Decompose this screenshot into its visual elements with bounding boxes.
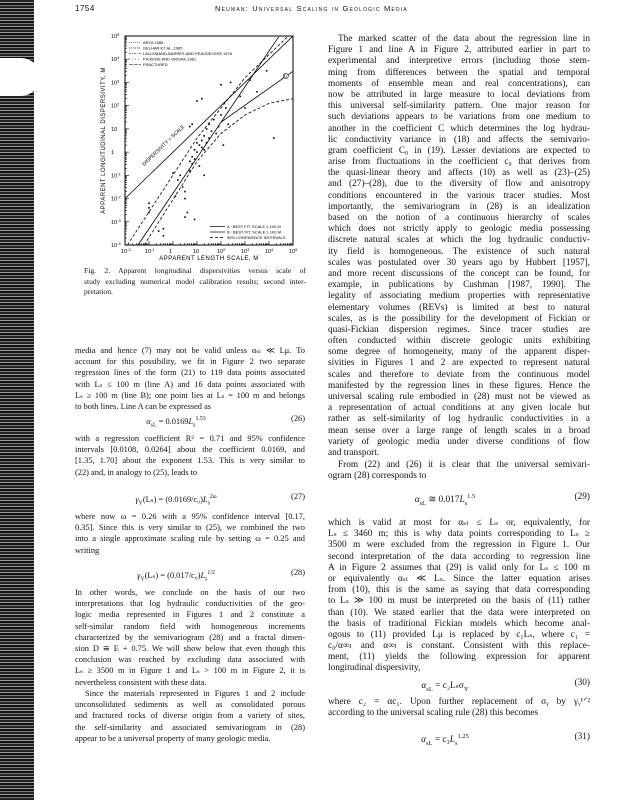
data-point	[179, 175, 181, 177]
text-line: manifested by the regression lines in these figures. Hence the	[328, 380, 590, 391]
tick-base: 10	[111, 80, 118, 87]
data-point	[148, 202, 150, 204]
equation-body	[75, 567, 277, 585]
eq-subscript: s	[207, 500, 210, 507]
tick-base: 10	[241, 249, 248, 255]
text-line: ity field is homogeneous. The existence of such natural	[328, 246, 590, 257]
equation-body	[328, 731, 562, 750]
text-line: based on the notion of a continuous hierarchy of scales	[328, 213, 590, 223]
eq-subscript: sL	[426, 739, 433, 747]
tick-exponent: 2	[223, 247, 226, 252]
equation-number: (29)	[574, 492, 590, 502]
data-point	[201, 140, 203, 142]
data-point	[218, 126, 220, 128]
tick-base: 1	[169, 249, 173, 255]
text-line: or equivalently αₛₗ ≪ Lₛ. Since the latter equation arises	[328, 573, 590, 584]
x-tick-label	[265, 247, 274, 255]
y-tick-label	[111, 150, 114, 156]
text-line: to both lines. Line A can be expressed as	[75, 401, 212, 411]
data-point	[187, 212, 189, 214]
legend-entry: A : BEST FIT, SCALE ≤ 100 M	[227, 224, 281, 229]
data-point	[158, 230, 160, 232]
x-tick-label	[217, 247, 226, 255]
tick-base: 10	[111, 103, 118, 110]
tick-base: 10	[289, 249, 296, 255]
regression-line-a	[138, 37, 278, 245]
eq-symbol: α	[421, 681, 427, 692]
text-line: and fractured rocks of diverse origin from a variety of sites,	[75, 711, 305, 721]
data-point	[184, 191, 186, 193]
eq-subscript: Y	[138, 500, 143, 507]
data-point	[239, 96, 241, 98]
legend-entry: 95% CONFIDENCE INTERVALS	[227, 235, 286, 240]
tick-exponent: 3	[117, 78, 120, 84]
equation-number: (28)	[291, 568, 305, 577]
confidence-interval-upper	[127, 36, 288, 245]
text-line: ment, (11) yields the following expression for apparent	[328, 652, 590, 663]
identity-line-label: DISPERSIVITY = SCALE	[141, 123, 187, 168]
eq-subscript: s	[454, 739, 458, 747]
equation-body	[328, 491, 562, 510]
text-line: the basis of traditional Fickian models which become anal-	[328, 618, 590, 629]
tick-exponent: 5	[117, 32, 120, 37]
data-point	[199, 165, 201, 167]
text-line: study excluding numerical model calibration results; second inter-	[84, 276, 306, 286]
text-line: intervals [0.0108, 0.0264] about the coefficient 0.0169, and	[75, 445, 305, 455]
equation-body	[75, 491, 277, 509]
text-line: regression lines of the form (21) to 119 data points associated	[75, 368, 305, 378]
tick-base: 10	[111, 219, 118, 226]
data-point	[211, 130, 213, 132]
y-tick-label	[111, 78, 120, 86]
data-point	[206, 128, 208, 130]
x-axis-title: APPARENT LENGTH SCALE, M	[159, 256, 259, 262]
text-line: 0.35]. Since this is very similar to (25), we combined the two	[75, 523, 305, 533]
data-point	[163, 228, 165, 230]
data-point	[201, 147, 203, 149]
text-line: account for this possibility, we fit in Figure 2 two separate	[75, 357, 305, 367]
text-line: writing	[75, 545, 100, 555]
data-point	[172, 172, 174, 174]
text-line: and (27)–(28), due to the diversity of flow and anisotropy	[328, 179, 590, 190]
tick-exponent: 2	[117, 101, 120, 107]
data-point	[213, 119, 215, 121]
data-point	[148, 212, 150, 214]
data-point	[244, 107, 246, 109]
equation-26	[75, 413, 305, 429]
tick-exponent: -2	[127, 247, 131, 252]
tick-base: 10	[111, 57, 118, 64]
y-tick-label	[111, 218, 121, 226]
y-tick-label	[111, 127, 117, 133]
equation-27	[75, 491, 305, 507]
equation-31	[328, 731, 590, 747]
text-line: which is valid at most for αₛₗ ≤ Lₛ or, equivalently, for	[328, 518, 590, 528]
text-line: self-similar random field with homogeneous increments	[75, 621, 305, 631]
text-line: The marked scatter of the data about the regression line in	[338, 34, 590, 44]
text-line: the quasi-linear theory and affects (10) as well as (23)–(25)	[328, 168, 590, 179]
text-line: (22) and, in analogy to (25), leads to	[75, 467, 198, 477]
text-line: importantly, the semivariogram in (28) is an idealization	[328, 201, 590, 212]
text-line: with a regression coefficient R² = 0.71 and 95% confidence	[75, 434, 305, 443]
equation-30	[328, 677, 590, 693]
tick-exponent: 5	[295, 247, 298, 252]
text-line: 3500 m were excluded from the regression in Figure 1. Our	[328, 540, 590, 551]
data-point	[184, 216, 186, 218]
equation-body	[75, 413, 277, 431]
text-line: which does not strictly apply to geologic media possessing	[328, 224, 590, 235]
text-line: legality of associating medium properties with representative	[328, 291, 590, 302]
text-line: second interpretation of the data according to regression line	[328, 551, 590, 562]
equation-28	[75, 567, 305, 583]
eq-variable: L	[459, 495, 465, 506]
text-line: Figure 1 and line A in Figure 2, attributed earlier in part to	[328, 45, 590, 56]
data-point	[196, 100, 198, 102]
text-line: Lₛ ≥ 3500 m in Figure 1 and Lₛ > 100 m in Figure 2, it is	[75, 666, 305, 676]
text-line: Since the materials represented in Figures 1 and 2 include	[85, 689, 305, 698]
legend-entry: GELHAR ET AL.,1985	[143, 45, 183, 51]
legend-entry: FRACTURED	[143, 62, 168, 67]
data-point	[182, 186, 184, 188]
text-line: such deviations appears to be variations from one medium to	[328, 112, 590, 123]
data-point	[206, 142, 208, 144]
eq-subscript: Y	[463, 685, 469, 693]
text-line: ogous to (11) provided Lμ is replaced by c₁Lₛ, where c₁ =	[328, 629, 590, 640]
y-tick-label	[111, 195, 121, 203]
page-number: 1754	[75, 4, 95, 13]
text-line: from (10), this is the same as saying that data corresponding	[328, 585, 590, 596]
paragraph	[75, 587, 305, 688]
paragraph	[328, 518, 590, 675]
data-point	[148, 207, 150, 209]
text-line: sivities in Figures 1 and 2 are expected to represent natural	[328, 358, 590, 369]
data-point	[199, 144, 201, 146]
y-tick-label	[111, 102, 120, 110]
figure-2-chart	[95, 31, 300, 263]
y-tick-label	[111, 171, 121, 179]
x-tick-label	[289, 247, 298, 255]
data-point	[220, 114, 222, 116]
text-line: c₀/α∞ₗ and α∞ₗ is constant. Consistent with this replace-	[328, 641, 590, 652]
eq-exponent: 1.53	[195, 416, 206, 422]
text-line: rather as self-similarity of log hydraulic conductivities in a	[328, 414, 590, 425]
text-line: nevertheless consistent with these data.	[75, 677, 207, 687]
eq-text: (Lₛ) = (0.0169/c₀)	[142, 494, 203, 504]
text-line: gram coefficient C₀ in (19). Lesser deviations are expected to	[328, 145, 590, 156]
text-line: moments of ensemble mean and real concentrations), can	[328, 78, 590, 89]
eq-subscript: sL	[419, 499, 427, 507]
tick-exponent: -4	[117, 241, 121, 246]
tick-base: 10	[111, 196, 118, 203]
tick-base: 10	[121, 249, 128, 255]
text-line: than (10). We stated earlier that the data were interpreted on	[328, 607, 590, 618]
eq-exponent: 2ω	[209, 494, 217, 500]
x-tick-label	[145, 247, 155, 255]
text-line: conditions encountered in the various tracer studies. Most	[328, 190, 590, 201]
legend-entry: B : BEST FIT, SCALE ≥ 100 M	[227, 229, 281, 235]
data-point	[208, 137, 210, 139]
tick-base: 10	[265, 249, 272, 255]
text-line: arise from fluctuations in the coefficient c₀ that derives from	[328, 157, 590, 168]
data-point	[266, 70, 268, 72]
paragraph	[328, 460, 590, 482]
text-line: now be attributed in large measure to local deviations from	[328, 89, 590, 100]
equation-body	[328, 677, 562, 696]
eq-symbol: α	[414, 495, 420, 506]
eq-subscript: Y	[140, 576, 145, 583]
data-point	[191, 123, 193, 125]
text-line: Fig. 2. Apparent longitudinal dispersivities versus scale of	[84, 266, 306, 275]
data-point	[177, 179, 179, 181]
legend-entry: PICKENS AND GRISAK,1981	[143, 56, 197, 62]
eq-variable: L	[200, 570, 206, 580]
eq-variable: L	[188, 416, 194, 426]
text-line: elementary volumes (REVs) is limited at best to natural	[328, 302, 590, 313]
data-point	[227, 123, 229, 125]
legend-entry: ARYA 1986	[143, 40, 164, 45]
data-point	[225, 107, 227, 109]
eq-subscript: sL	[426, 685, 433, 693]
y-tick-label	[111, 241, 121, 249]
eq-symbol: γ	[135, 494, 139, 504]
text-line: example, in publications by Cushman [1987, 1990]. The	[328, 280, 590, 291]
data-point	[230, 82, 232, 84]
text-line: with Lₛ ≤ 100 m (line A) and 16 data points associated with	[75, 379, 305, 389]
text-line: interpretations that log hydraulic conductivities of the geo-	[75, 599, 305, 609]
text-line: quasi-Fickian dispersion regimes. Since tracer studies are	[328, 324, 590, 335]
data-point	[194, 158, 196, 160]
equation-29	[328, 491, 590, 507]
tick-exponent: 4	[117, 55, 120, 61]
eq-symbol: α	[421, 735, 427, 746]
text-line: where c₂ = αc₁. Upon further replacement of σᵧ by γᵧ¹ᐟ²	[328, 697, 590, 707]
scan-edge-artifact	[0, 0, 34, 800]
eq-subscript: s	[205, 576, 208, 583]
eq-text: (Lₛ) = (0.017/c₀)	[144, 570, 201, 580]
text-line: [1.35, 1.70] about the exponent 1.53. This is very similar to	[75, 456, 305, 466]
equation-number: (27)	[291, 492, 305, 501]
data-point	[249, 79, 251, 81]
text-line: A in Figure 2 assumes that (29) is valid only for Lₛ ≤ 100 m	[328, 562, 590, 573]
eq-exponent: 1.25	[457, 733, 469, 740]
eq-text: = 0.0169	[156, 416, 189, 426]
eq-exponent: 1.5	[467, 493, 476, 500]
text-line: some degree of homogeneity, many of the apparent disper-	[328, 347, 590, 358]
eq-symbol: α	[146, 416, 151, 426]
paragraph	[75, 345, 305, 412]
data-point	[201, 98, 203, 100]
text-line: the self-similarity and associated semivariogram in (28)	[75, 722, 305, 732]
eq-text: = c₃	[432, 735, 450, 746]
text-line: ogram (28) corresponds to	[328, 471, 427, 482]
data-point	[273, 137, 275, 139]
data-point	[256, 91, 258, 93]
data-point	[223, 144, 225, 146]
eq-subscript: sL	[150, 422, 157, 429]
text-line: this universal self-similarity pattern. One major reason for	[328, 101, 590, 112]
text-line: and transport.	[328, 447, 380, 458]
data-point	[203, 135, 205, 137]
paragraph	[75, 688, 305, 744]
tick-base: 10	[145, 249, 152, 255]
text-line: universal scaling rule embodied in (28) must not be viewed as	[328, 392, 590, 402]
text-line: variety of geologic media under diverse conditions of flow	[328, 436, 590, 447]
y-tick-label	[111, 32, 120, 40]
data-point	[196, 151, 198, 153]
equation-number: (26)	[291, 414, 305, 423]
text-line: From (22) and (26) it is clear that the universal semivari-	[338, 460, 590, 470]
text-line: ming from differences between the spatial and temporal	[328, 67, 590, 78]
data-point	[194, 219, 196, 221]
x-tick-label	[193, 249, 199, 255]
text-line: another in the coefficient C which determines the log hydrau-	[328, 123, 590, 134]
text-line: sion D ≅ E + 0.75. We will show below that even though this	[75, 643, 305, 653]
tick-exponent: -3	[117, 217, 121, 223]
paragraph	[75, 511, 305, 556]
tick-base: 10	[193, 249, 200, 255]
text-line: lic conductivity variance in (18) and affects the semivario-	[328, 134, 590, 145]
text-line: a representation of actual conditions at any given locale but	[328, 403, 590, 414]
tick-exponent: -1	[117, 171, 121, 177]
data-point	[215, 133, 217, 135]
text-line: unconsolidated sediments as well as consolidated porous	[75, 700, 305, 710]
y-tick-label	[111, 55, 120, 63]
eq-subscript: s	[464, 499, 468, 507]
legend-entry: LALLEMAND-BARRES AND PEAUDECERF,1978	[143, 51, 232, 56]
eq-subscript: s	[193, 422, 196, 429]
eq-exponent: 1/2	[207, 570, 215, 576]
data-point	[189, 126, 191, 128]
tick-exponent: 4	[271, 247, 274, 252]
text-line: experimental and interpretive errors (including those stem-	[328, 56, 590, 67]
eq-variable: L	[202, 494, 208, 504]
running-head: Neuman: Universal Scaling in Geologic Media	[215, 4, 408, 13]
text-line: appear to be a universal property of many geologic media.	[75, 733, 271, 743]
text-line: longitudinal dispersivity,	[328, 663, 421, 674]
text-line: discrete natural scales at which the log hydraulic conductiv-	[328, 235, 590, 246]
eq-variable: L	[449, 735, 455, 746]
text-line: Lₛ ≥ 100 m (line B); one point lies at Lₛ = 100 m and belongs	[75, 390, 305, 400]
text-line: according to the universal scaling rule (28) this becomes	[328, 708, 539, 719]
x-tick-label	[241, 247, 250, 255]
data-point	[191, 156, 193, 158]
data-point	[194, 149, 196, 151]
text-line: mean sense over a large range of length scales in a broad	[328, 425, 590, 436]
tick-exponent: -1	[151, 247, 155, 252]
tick-base: 10	[111, 243, 118, 249]
tick-base: 10	[111, 126, 118, 133]
paragraph	[75, 433, 305, 478]
data-point	[175, 195, 177, 197]
paragraph	[328, 697, 590, 719]
text-line: and more recent discussions of the concept can be found, for	[328, 268, 590, 279]
tick-base: 10	[111, 173, 118, 180]
eq-text: = c₂Lₛσ	[432, 681, 464, 692]
text-line: scales was postulated over 30 years ago by Hubbert [1957],	[328, 257, 590, 268]
text-line: logic media represented in Figures 1 and 2 constitute a	[75, 610, 305, 620]
text-line: scales and therefore to deviate from the continuous model	[328, 369, 590, 380]
y-axis-title: APPARENT LONGITUDINAL DISPERSIVITY, M	[101, 67, 107, 214]
text-line: often conducted within discrete geologic units exhibiting	[328, 336, 590, 347]
data-point	[208, 123, 210, 125]
data-point	[203, 149, 205, 151]
text-line: where now ω = 0.26 with a 95% confidence interval [0.17,	[75, 512, 305, 521]
tick-exponent: -2	[117, 194, 121, 200]
tick-exponent: 3	[247, 247, 250, 252]
text-line: pretation.	[84, 287, 113, 296]
text-line: Lₛ ≤ 3460 m; this is why data points corresponding to Lₛ ≥	[328, 529, 590, 540]
data-point	[189, 161, 191, 163]
text-line: to Lₛ ≫ 100 m must be interpreted on the basis of (11) rather	[328, 596, 590, 607]
text-line: media and hence (7) may not be valid unless αₛₗ ≪ Lμ. To	[75, 346, 305, 355]
tick-base: 10	[217, 249, 224, 255]
line-b-label: b	[284, 73, 287, 79]
equation-number: (30)	[574, 678, 590, 688]
eq-symbol: γ	[137, 570, 141, 580]
regression-line-b	[221, 71, 293, 122]
x-tick-label	[169, 249, 172, 255]
tick-base: 10	[111, 34, 118, 40]
data-point	[184, 198, 186, 200]
data-point	[220, 84, 222, 86]
paragraph	[328, 34, 590, 459]
data-point	[189, 170, 191, 172]
eq-text: ≅ 0.017	[426, 495, 460, 506]
text-line: conclusion was reached by excluding data associated with	[75, 655, 305, 665]
equation-number: (31)	[574, 732, 590, 742]
text-line: characterized by the semivariogram (28) and a fractal dimen-	[75, 632, 305, 642]
text-line: into a single approximate scaling rule by setting ω = 0.25 and	[75, 534, 305, 544]
figure-caption	[84, 266, 306, 298]
data-point	[191, 163, 193, 165]
text-line: scales, as is the possibility for the development of Fickian or	[328, 313, 590, 324]
tick-base: 1	[111, 150, 115, 157]
data-point	[203, 175, 205, 177]
text-line: In other words, we conclude on the basis of our two	[75, 588, 305, 597]
x-tick-label	[121, 247, 131, 255]
data-point	[163, 235, 165, 237]
data-point	[196, 142, 198, 144]
